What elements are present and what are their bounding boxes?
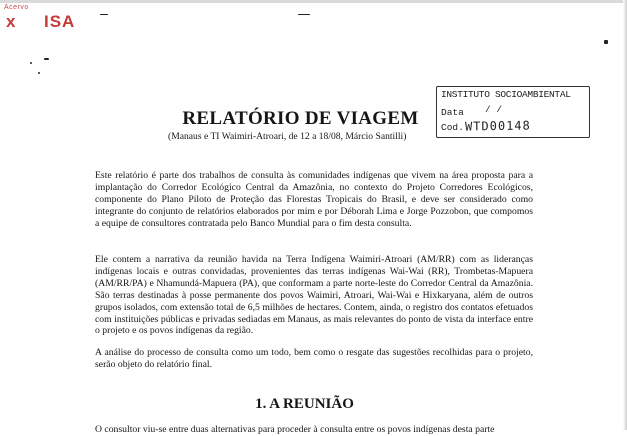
logo-x-mark: x	[6, 12, 17, 31]
stamp-date-label: Data	[441, 107, 464, 118]
paragraph-cut-line: O consultor viu-se entre duas alternativas para proceder à consulta entre os povos indígenas desta parte	[95, 424, 495, 435]
stamp-date-value: / /	[485, 104, 503, 115]
document-title-text: RELATÓRIO DE VIAGEM	[182, 108, 419, 129]
section-heading	[0, 396, 627, 413]
acervo-isa-logo	[4, 4, 78, 34]
document-title	[0, 108, 627, 130]
scan-speck	[44, 58, 49, 60]
scan-speck	[38, 72, 40, 74]
stamp-title: INSTITUTO SOCIOAMBIENTAL	[441, 89, 571, 100]
scan-speck	[604, 40, 608, 44]
scan-speck	[298, 14, 310, 15]
scan-border-top	[0, 0, 627, 3]
document-subtitle: (Manaus e TI Waimiri-Atroari, de 12 a 18/08, Márcio Santilli)	[168, 131, 407, 142]
section-heading-text: 1. A REUNIÃO	[255, 396, 354, 412]
paragraph-1: Este relatório é parte dos trabalhos de consulta às comunidades indígenas que vivem na área proposta para a implantação do Corredor Ecológico Central da Amazônia, no contexto do Projeto Corredores Ecológicos, componente do Plano Piloto de Proteção das Florestas Tropicais do Brasil, e deve ser considerado como integrante do conjunto de relatórios elaborados por mim e por Déborah Lima e Jorge Pozzobon, que compomos a equipe de consultores contratada pelo Banco Mundial para o fim desta consulta.	[95, 170, 533, 229]
paragraph-2: Ele contem a narrativa da reunião havida na Terra Indígena Waimiri-Atroari (AM/RR) com as lideranças indígenas locais e outras convidadas, provenientes das terras indígenas Wai-Wai (RR), Trombetas-Mapuera (AM/RR/PA) e Nhamundá-Mapuera (PA), que conformam a parte norte-leste do Corredor Central da Amazônia. São terras destinadas à posse permanente dos povos Waimiri, Atroari, Wai-Wai e Hixkaryana, além de outros grupos isolados, com extensão total de 6,5 milhões de hectares. Contem, ainda, o registro dos contatos efetuados com instituições públicas e privadas sediadas em Manaus, as mais relevantes do ponto de vista da interface entre o projeto e os povos indígenas da região.	[95, 254, 533, 337]
logo-text: ISA	[44, 12, 76, 31]
scan-speck	[100, 14, 108, 15]
scan-border-right	[623, 0, 627, 430]
logo-subtext: Acervo	[4, 4, 29, 11]
paragraph-3: A análise do processo de consulta como um todo, bem como o resgate das sugestões recolhidas para o projeto, serão objeto do relatório final.	[95, 347, 533, 370]
stamp-code-value: WTD00148	[464, 118, 531, 134]
stamp-code-label: Cod.	[441, 122, 464, 133]
scan-speck	[30, 62, 32, 64]
